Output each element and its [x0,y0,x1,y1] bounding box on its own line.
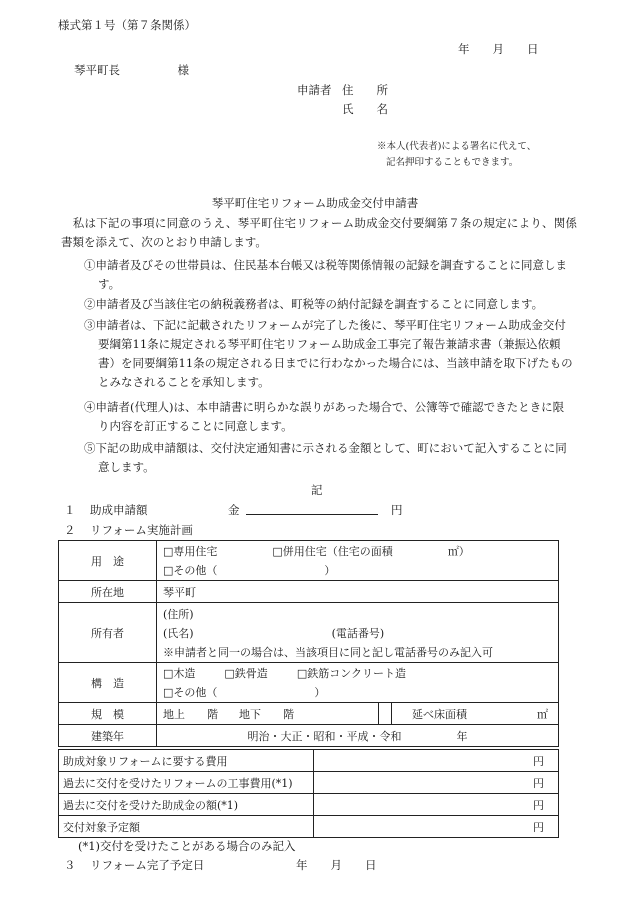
completion-date[interactable]: 年 月 日 [296,858,377,872]
structure-row-1 [157,663,559,683]
section2-number: ２ [64,523,76,537]
use-area-unit: ㎡） [447,544,470,558]
consent-item-4: ④申請者(代理人)は、本申請書に明らかな誤りがあった場合で、公簿等で確認できたときに限り内容を訂正することに同意します。 [84,400,565,433]
scale-floors[interactable] [157,703,379,725]
scale-below: 地下 階 [239,707,294,721]
addressee: 琴平町長 様 [74,63,189,77]
owner-address: (住所) [163,607,194,621]
applicant-label: 申請者 [297,83,332,97]
section1-kin: 金 [228,503,240,517]
floor-area-cell[interactable] [379,703,559,725]
footnote: (*1)交付を受けたことがある場合のみ記入 [78,839,296,853]
built-year[interactable]: 明治・大正・昭和・平成・令和 年 [157,725,559,747]
scale-label: 規 模 [59,703,157,725]
structure-steel-checkbox[interactable]: □鉄骨造 [224,666,268,680]
signature-note-1: ※本人(代表者)による署名に代えて、 [377,141,537,152]
cost-value-1[interactable]: 円 [314,750,559,772]
use-exclusive-checkbox[interactable]: □専用住宅 [163,544,218,558]
section2-label: リフォーム実施計画 [90,523,193,537]
use-combined-checkbox[interactable]: □併用住宅（住宅の面積 [272,544,393,558]
intro-paragraph: 私は下記の事項に同意のうえ、琴平町住宅リフォーム助成金交付要綱第７条の規定により、関係書類を添えて、次のとおり申請します。 [61,216,577,249]
cost-value-3[interactable]: 円 [314,794,559,816]
built-label: 建築年 [59,725,157,747]
section1-label: 助成申請額 [90,503,148,517]
cost-label-2: 過去に交付を受けたリフォームの工事費用(*1) [59,772,314,794]
consent-item-5: ⑤下記の助成申請額は、交付決定通知書に示される金額として、町において記入することに同意します。 [84,441,567,474]
structure-other-checkbox[interactable]: □その他（ [163,686,218,700]
structure-label: 構 造 [59,663,157,703]
structure-other-close: ） [314,686,326,700]
cost-value-2[interactable]: 円 [314,772,559,794]
owner-note: ※申請者と同一の場合は、当該項目に同と記し電話番号のみ記入可 [163,645,493,659]
cost-table [58,749,559,838]
location-value[interactable]: 琴平町 [157,581,559,603]
name-label: 氏 名 [342,102,388,116]
cost-label-4: 交付対象予定額 [59,816,314,838]
signature-note-2: 記名押印することもできます。 [386,157,519,168]
scale-above: 地上 階 [163,707,218,721]
use-row-1 [157,541,559,561]
section3-number: ３ [64,858,76,872]
cost-label-1: 助成対象リフォームに要する費用 [59,750,314,772]
floor-area-unit: ㎡ [537,707,548,721]
owner-cell[interactable] [157,603,559,663]
form-number: 様式第１号（第７条関係） [58,18,196,32]
document-title: 琴平町住宅リフォーム助成金交付申請書 [211,196,419,210]
owner-label: 所有者 [59,603,157,663]
owner-phone: (電話番号) [331,626,385,640]
structure-row-2 [157,683,559,703]
use-label: 用 途 [59,541,157,581]
consent-item-2: ②申請者及び当該住宅の納税義務者は、町税等の納付記録を調査することに同意します。 [84,297,544,311]
structure-rc-checkbox[interactable]: □鉄筋コンクリート造 [296,666,406,680]
ki-heading: 記 [311,483,323,497]
floor-area-label: 延べ床面積 [412,707,467,721]
section1-yen: 円 [391,503,403,517]
address-label: 住 所 [342,83,388,97]
section3-label: リフォーム完了予定日 [90,858,205,872]
use-other-close: ） [324,564,336,578]
use-row-2 [157,561,559,581]
consent-item-3: ③申請者は、下記に記載されたリフォームが完了した後に、琴平町住宅リフォーム助成金交付要綱第11条に規定される琴平町住宅リフォーム助成金工事完了報告兼請求書（兼振込依頼書）を同要綱第11条の規定される日までに行わなかった場合には、当該申請を取下げたものとみなされることを承知します。 [84,318,573,389]
consent-item-1: ①申請者及びその世帯員は、住民基本台帳又は税等関係情報の記録を調査することに同意します。 [84,258,567,291]
subsidy-amount-input[interactable] [246,502,378,515]
cost-label-3: 過去に交付を受けた助成金の額(*1) [59,794,314,816]
structure-wood-checkbox[interactable]: □木造 [163,666,196,680]
owner-name: (氏名) [163,626,194,640]
plan-table [58,540,559,747]
date-field[interactable]: 年 月 日 [458,42,539,56]
use-other-checkbox[interactable]: □その他（ [163,564,218,578]
cost-value-4[interactable]: 円 [314,816,559,838]
location-label: 所在地 [59,581,157,603]
section1-number: １ [64,503,76,517]
